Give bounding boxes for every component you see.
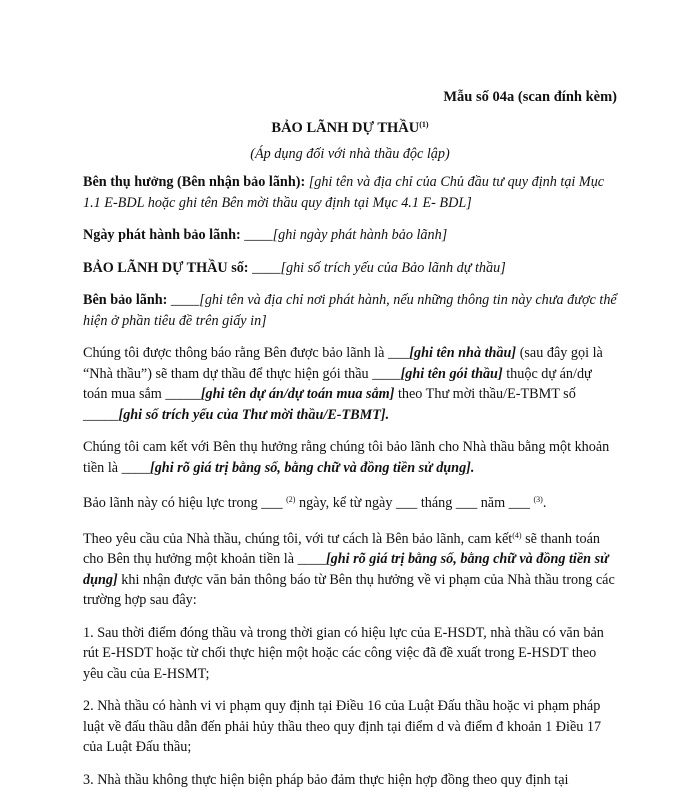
clause-2: 2. Nhà thầu có hành vi vi phạm quy định tại Điều 16 của Luật Đấu thầu hoặc vi phạm pháp luật về đấu thầu dẫn đến phải hủy thầu theo quy định tại điểm d và điểm đ khoản 1 Điều 17 của Luật Đấu thầu; — [83, 698, 602, 755]
para2-hint-amount: [ghi rõ giá trị bằng số, bằng chữ và đồng tiền sử dụng]. — [149, 459, 475, 476]
para2-blank-1: ____ — [121, 459, 150, 476]
issue-date-paragraph — [83, 225, 618, 246]
beneficiary-hint: [ghi tên và địa chỉ của Chủ đầu tư quy định tại Mục 1.1 E-BDL hoặc ghi tên Bên mời thầu quy định tại Mục 4.1 E- BDL] — [83, 174, 605, 211]
para2-text-1: Chúng tôi cam kết với Bên thụ hưởng rằng chúng tôi bảo lãnh cho Nhà thầu bằng một khoản tiền là — [83, 439, 610, 476]
para4-text-1: Theo yêu cầu của Nhà thầu, chúng tôi, với tư cách là Bên bảo lãnh, cam kết — [83, 530, 513, 547]
para3-text-3: . — [542, 495, 547, 511]
guarantor-label: Bên bảo lãnh: — [83, 292, 168, 308]
form-number: Mẫu số 04a (scan đính kèm) — [443, 89, 617, 105]
para3-footnote-2: (2) — [286, 495, 296, 504]
para4-text-2: sẽ thanh toán cho Bên thụ hưởng một khoản tiền là — [83, 530, 600, 567]
document-body — [83, 172, 618, 802]
guarantee-number-label: BẢO LÃNH DỰ THẦU số: — [83, 259, 249, 276]
para1-text-3: thuộc dự án/dự toán mua sắm — [83, 365, 592, 402]
guarantor-blank: ____ — [170, 292, 200, 308]
title-text: BẢO LÃNH DỰ THẦU — [271, 120, 420, 136]
para1-blank-3: _____ — [165, 386, 201, 402]
title-footnote-mark: (1) — [419, 120, 429, 129]
para1-hint-package: [ghi tên gói thầu] — [400, 365, 503, 382]
para1-text-2: (sau đây gọi là “Nhà thầu”) sẽ tham dự thầu để thực hiện gói thầu — [83, 345, 603, 382]
para3-text-1: Bảo lãnh này có hiệu lực trong ___ — [83, 495, 287, 511]
para4-blank-1: ____ — [297, 551, 326, 567]
document-title — [0, 120, 700, 137]
guarantee-number-paragraph — [83, 258, 618, 279]
para4-footnote-4: (4) — [512, 530, 522, 540]
para1-hint-contractor: [ghi tên nhà thầu] — [409, 345, 517, 361]
issue-date-label: Ngày phát hành bảo lãnh: — [83, 227, 241, 243]
guarantor-hint: [ghi tên và địa chỉ nơi phát hành, nếu những thông tin này chưa được thể hiện ở phần tiêu đề trên giấy in] — [83, 292, 617, 329]
para1-blank-4: _____ — [83, 406, 119, 423]
guarantee-number-blank: ____ — [252, 259, 281, 276]
para1-hint-project: [ghi tên dự án/dự toán mua sắm] — [200, 386, 395, 402]
commitment-paragraph — [83, 437, 618, 478]
para4-hint-amount: [ghi rõ giá trị bằng số, bằng chữ và đồng tiền sử dụng] — [83, 551, 609, 588]
beneficiary-label: Bên thụ hưởng (Bên nhận bảo lãnh): — [83, 174, 306, 190]
payment-paragraph — [83, 526, 618, 611]
guarantor-paragraph — [83, 290, 618, 331]
notification-paragraph — [83, 343, 618, 425]
clause-1: 1. Sau thời điểm đóng thầu và trong thời gian có hiệu lực của E-HSDT, nhà thầu có văn bản rút E-HSDT hoặc từ chối thực hiện một hoặc các công việc đã đề xuất trong E-HSDT theo yêu cầu của E-HSMT; — [83, 624, 604, 682]
beneficiary-paragraph — [83, 172, 618, 213]
para1-text-4: theo Thư mời thầu/E-TBMT số — [394, 386, 576, 402]
issue-date-hint: [ghi ngày phát hành bảo lãnh] — [272, 227, 448, 243]
clause-3: 3. Nhà thầu không thực hiện biện pháp bảo đảm thực hiện hợp đồng theo quy định tại — [83, 771, 569, 788]
document-subtitle: (Áp dụng đối với nhà thầu độc lập) — [250, 146, 450, 162]
issue-date-blank: ____ — [244, 227, 273, 243]
para1-blank-1: ___ — [388, 345, 410, 361]
guarantee-number-hint: [ghi số trích yếu của Bảo lãnh dự thầu] — [280, 259, 506, 276]
para1-hint-invitation: [ghi số trích yếu của Thư mời thầu/E-TBMT]. — [118, 406, 390, 423]
para1-text-1: Chúng tôi được thông báo rằng Bên được bảo lãnh là — [83, 345, 389, 361]
para4-text-3: khi nhận được văn bản thông báo từ Bên thụ hưởng về vi phạm của Nhà thầu trong các trường hợp sau đây: — [83, 571, 615, 608]
para3-footnote-3: (3) — [533, 495, 543, 504]
para3-text-2: ngày, kể từ ngày ___ tháng ___ năm ___ — [295, 495, 534, 511]
para1-blank-2: ____ — [372, 365, 401, 382]
validity-paragraph — [83, 490, 618, 514]
